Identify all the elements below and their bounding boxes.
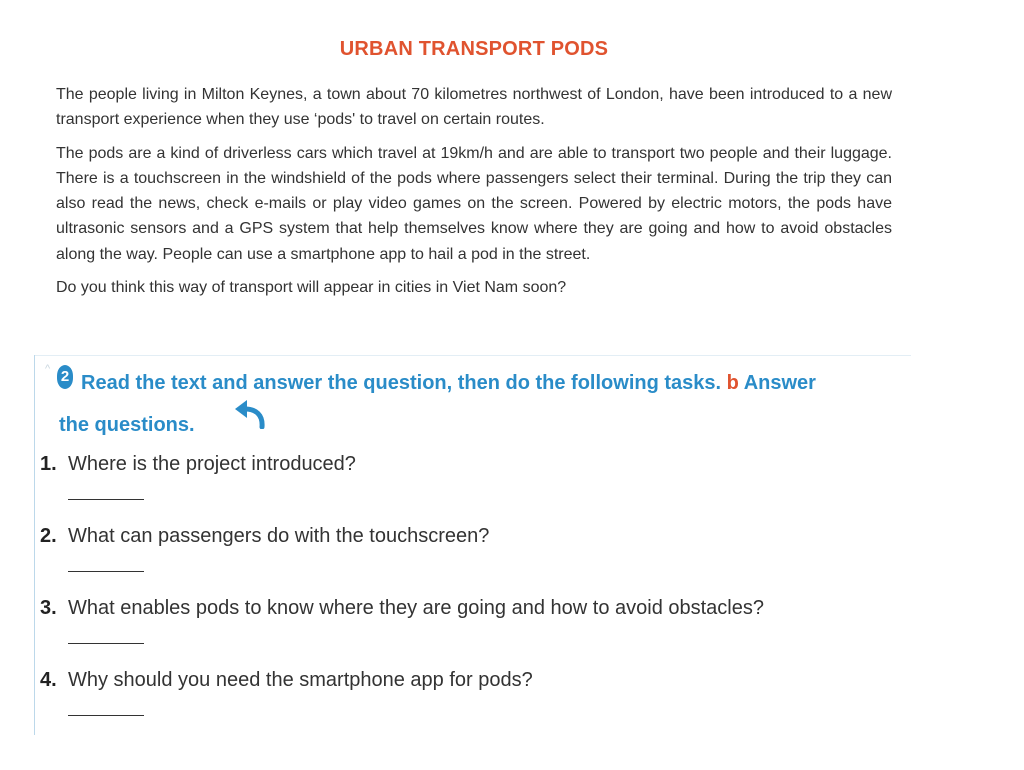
part-instruction-rest: the questions. — [59, 414, 195, 436]
exercise-instruction — [59, 362, 909, 446]
question-text: Where is the project introduced? — [68, 453, 356, 475]
exercise-number-badge: 2 — [57, 365, 73, 389]
paragraph-1: The people living in Milton Keynes, a town about 70 kilometres northwest of London, have been introduced to a new transport experience when they use ‘pods' to travel on certain routes. — [56, 86, 892, 129]
undo-arrow-icon[interactable] — [210, 397, 268, 444]
instruction-main: Read the text and answer the question, then do the following tasks. — [81, 372, 722, 394]
question-number: 4. — [40, 669, 57, 691]
question-text: Why should you need the smartphone app for pods? — [68, 669, 533, 691]
reading-title: URBAN TRANSPORT PODS — [339, 38, 609, 60]
answer-blank[interactable] — [68, 499, 144, 500]
question-item — [40, 591, 900, 663]
question-item — [40, 519, 900, 591]
question-text: What can passengers do with the touchscreen? — [68, 525, 490, 547]
answer-blank[interactable] — [68, 571, 144, 572]
part-instruction-first: Answer — [743, 372, 816, 394]
reading-passage — [56, 82, 892, 308]
question-text: What enables pods to know where they are going and how to avoid obstacles? — [68, 597, 764, 619]
answer-blank[interactable] — [68, 715, 144, 716]
question-number: 2. — [40, 525, 57, 547]
question-number: 1. — [40, 453, 57, 475]
question-item — [40, 447, 900, 519]
question-item — [40, 663, 900, 735]
collapse-caret-icon[interactable]: ^ — [45, 363, 51, 375]
answer-blank[interactable] — [68, 643, 144, 644]
question-number: 3. — [40, 597, 57, 619]
question-list — [40, 447, 900, 735]
section-divider — [35, 355, 911, 356]
paragraph-3-question: Do you think this way of transport will appear in cities in Viet Nam soon? — [56, 279, 567, 297]
part-label: b — [726, 372, 739, 394]
paragraph-2: The pods are a kind of driverless cars which travel at 19km/h and are able to transport two people and their luggage. There is a touchscreen in the windshield of the pods where passengers select their terminal. During the trip they can also read the news, check e-mails or play video games on the screen. Powered by electric motors, the pods have ultrasonic sensors and a GPS system that help themselves know where they are going and how to avoid obstacles along the way. People can use a smartphone app to hail a pod in the street. — [56, 144, 892, 263]
exercise-section — [34, 355, 911, 735]
